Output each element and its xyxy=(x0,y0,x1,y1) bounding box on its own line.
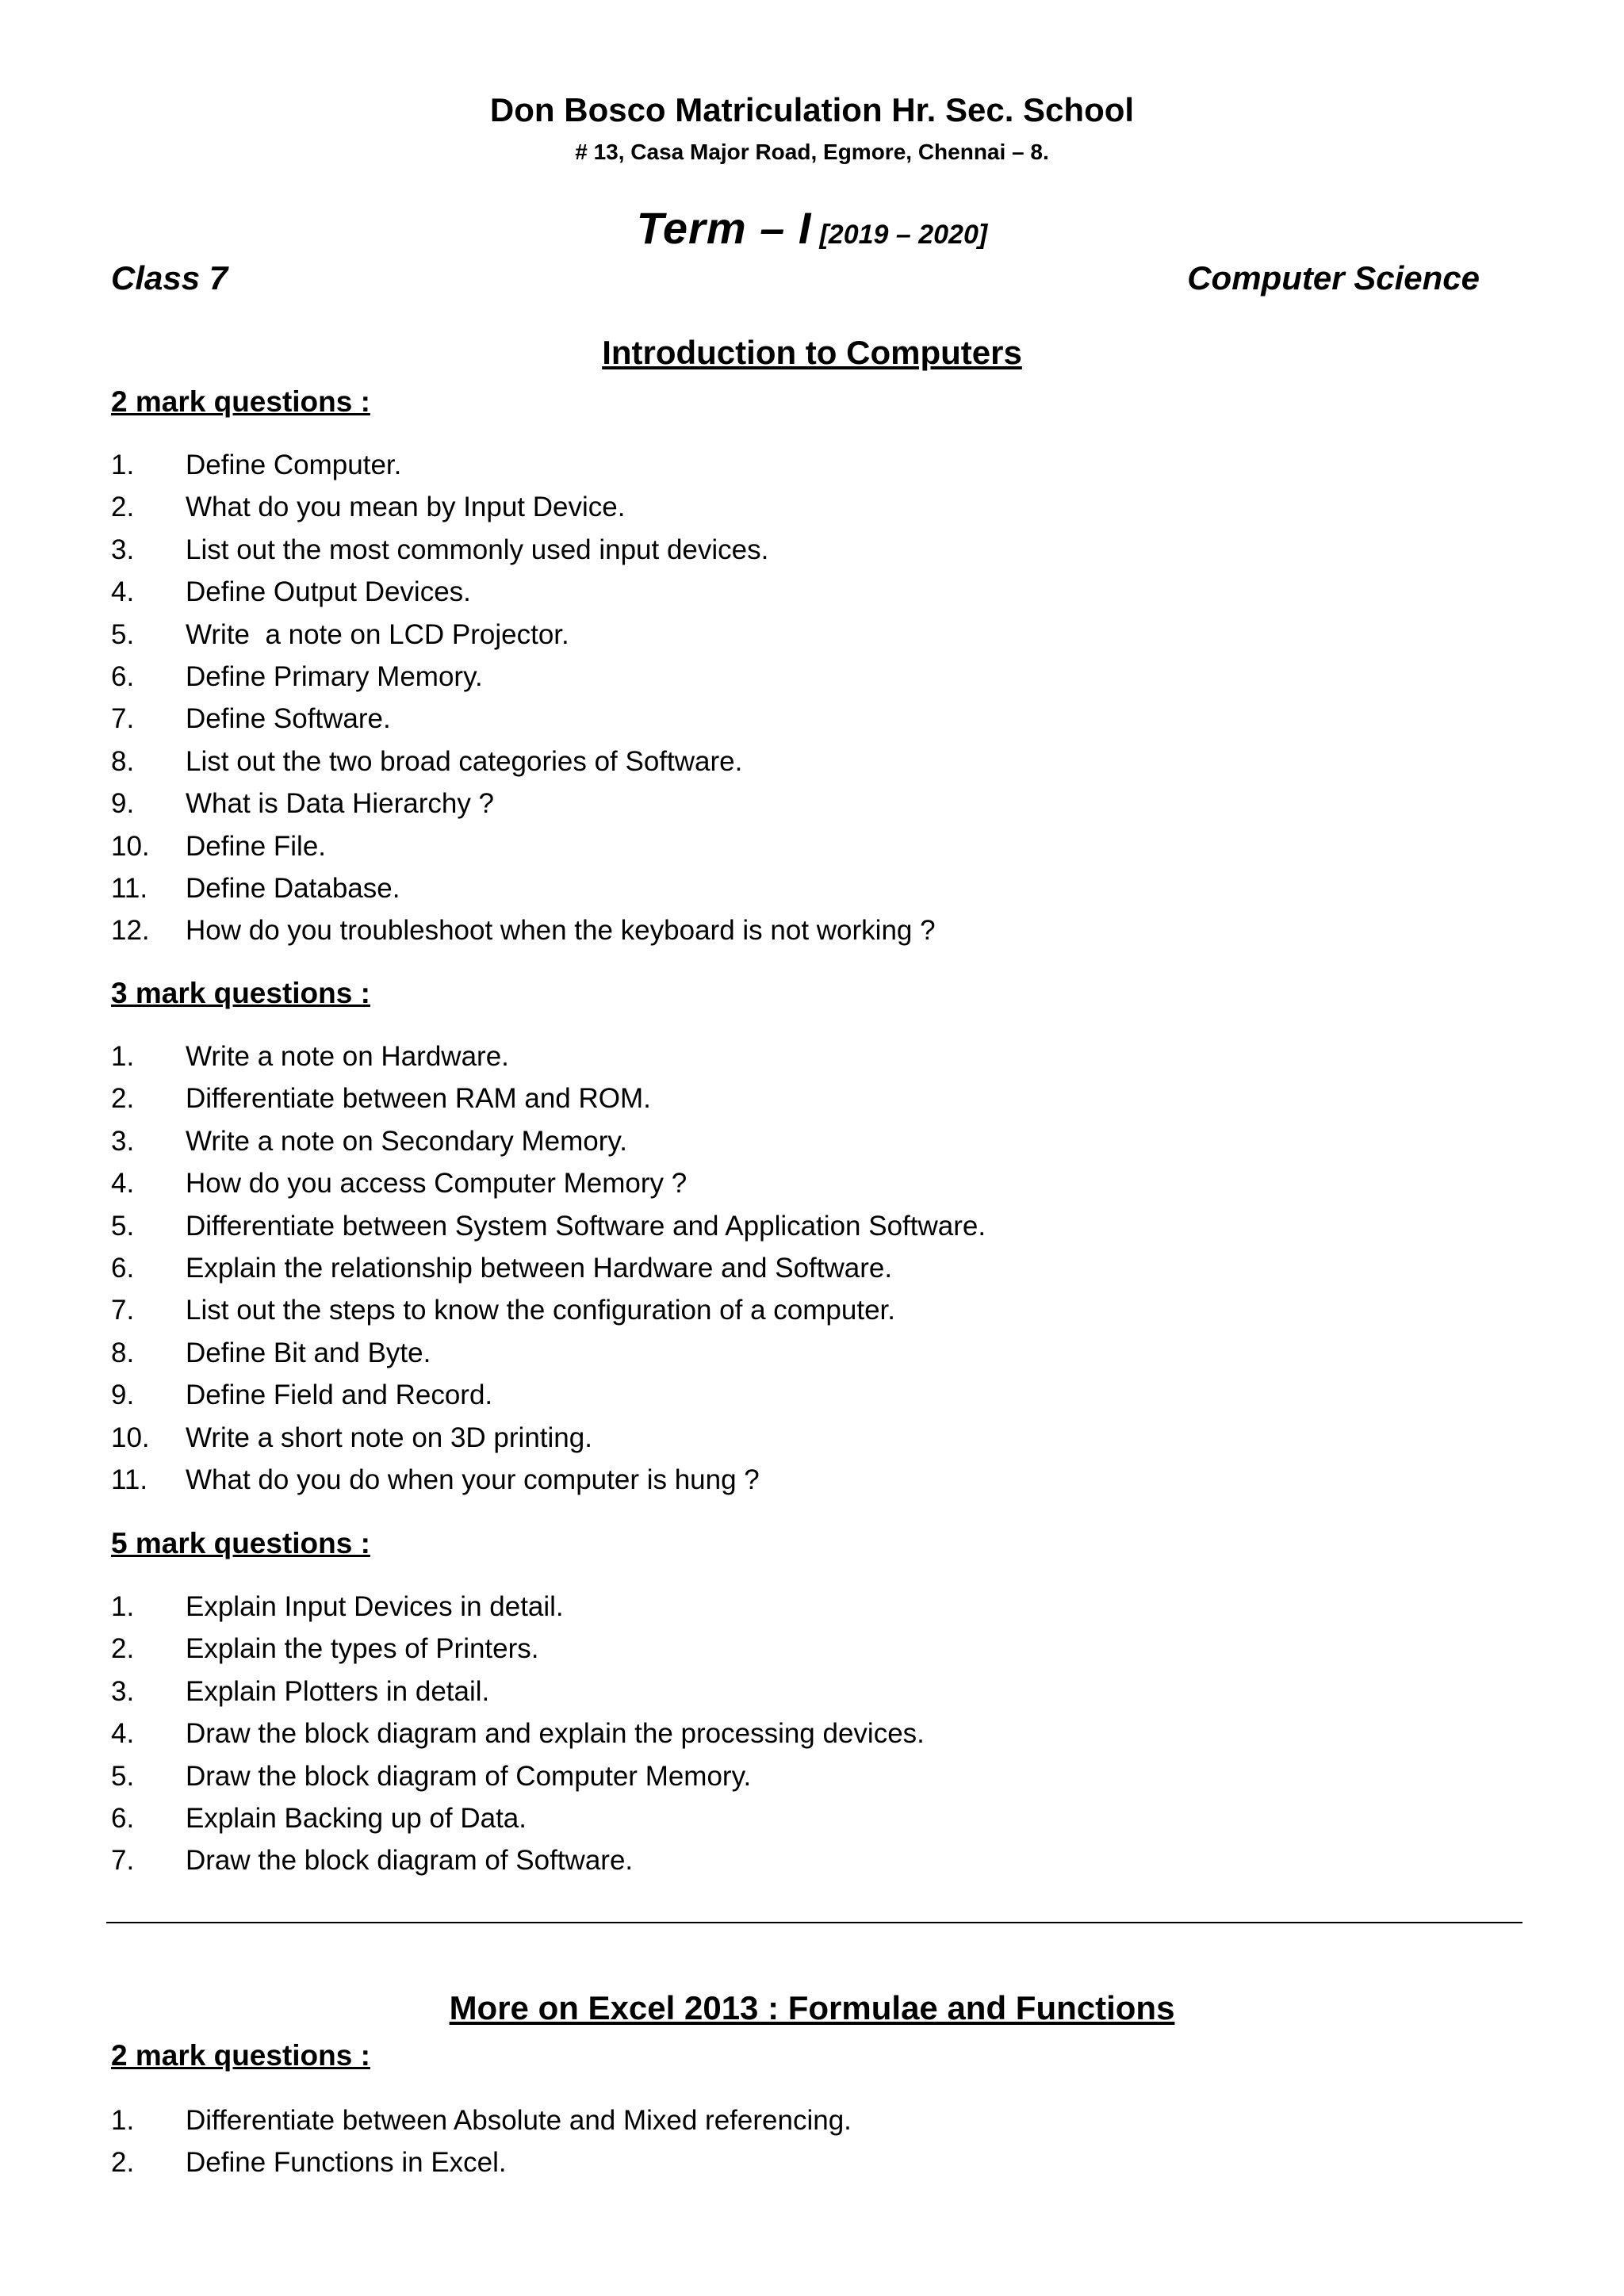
question-item xyxy=(111,1077,1507,1119)
question-text: Write a note on LCD Projector. xyxy=(186,618,569,650)
question-item xyxy=(111,698,1507,740)
question-text: What do you do when your computer is hung ? xyxy=(186,1464,760,1495)
question-number: 9. xyxy=(111,788,135,820)
question-number: 7. xyxy=(111,703,135,735)
question-item xyxy=(111,1459,1507,1501)
question-text: Define Computer. xyxy=(186,450,402,480)
question-number: 2. xyxy=(111,1633,135,1665)
question-item xyxy=(111,1797,1507,1839)
question-number: 6. xyxy=(111,1802,135,1834)
question-text: How do you access Computer Memory ? xyxy=(186,1168,688,1200)
question-number: 10. xyxy=(111,1422,150,1453)
question-text: What do you mean by Input Device. xyxy=(186,492,626,523)
academic-year: [2019 – 2020] xyxy=(819,220,988,250)
question-text: Write a note on Secondary Memory. xyxy=(186,1125,628,1157)
question-item xyxy=(111,571,1507,613)
question-item xyxy=(111,1289,1507,1331)
question-number: 2. xyxy=(111,492,135,523)
question-number: 1. xyxy=(111,450,135,480)
question-item xyxy=(111,2099,1507,2141)
question-text: Define Output Devices. xyxy=(186,576,471,608)
section-heading-2-mark: 2 mark questions : xyxy=(111,385,370,418)
question-number: 6. xyxy=(111,660,135,692)
question-text: Draw the block diagram of Computer Memory. xyxy=(186,1760,752,1792)
question-list-3-mark xyxy=(111,1035,1507,1501)
question-item xyxy=(111,867,1507,909)
chapter-title: Introduction to Computers xyxy=(602,334,1022,371)
question-number: 3. xyxy=(111,1675,135,1707)
question-number: 4. xyxy=(111,1168,135,1200)
question-item xyxy=(111,1035,1507,1077)
question-item xyxy=(111,1839,1507,1881)
question-text: Define Primary Memory. xyxy=(186,660,483,692)
question-text: List out the most commonly used input devices. xyxy=(186,534,769,565)
question-text: Define Field and Record. xyxy=(186,1380,493,1411)
question-number: 11. xyxy=(111,1464,148,1495)
question-item xyxy=(111,783,1507,825)
question-text: List out the steps to know the configuration of a computer. xyxy=(186,1295,895,1326)
question-number: 6. xyxy=(111,1252,135,1284)
question-text: Differentiate between Absolute and Mixed referencing. xyxy=(186,2105,852,2136)
question-text: Differentiate between RAM and ROM. xyxy=(186,1083,651,1115)
question-text: Define Bit and Byte. xyxy=(186,1337,431,1368)
question-item xyxy=(111,1755,1507,1797)
question-number: 1. xyxy=(111,1041,135,1072)
question-text: Write a short note on 3D printing. xyxy=(186,1422,592,1453)
subject-label: Computer Science xyxy=(1187,259,1480,297)
question-text: Define Functions in Excel. xyxy=(186,2147,507,2179)
school-name: Don Bosco Matriculation Hr. Sec. School xyxy=(489,91,1135,128)
question-item xyxy=(111,486,1507,528)
section-heading-2-mark: 2 mark questions : xyxy=(111,2039,370,2072)
question-text: Draw the block diagram of Software. xyxy=(186,1845,634,1877)
question-text: Explain the relationship between Hardware and Software. xyxy=(186,1252,893,1284)
question-item xyxy=(111,740,1507,783)
question-text: Explain Input Devices in detail. xyxy=(186,1591,564,1622)
question-number: 3. xyxy=(111,1125,135,1157)
term-label: Term – I xyxy=(636,203,812,253)
question-text: Explain the types of Printers. xyxy=(186,1633,539,1665)
question-number: 9. xyxy=(111,1380,135,1411)
question-item xyxy=(111,1374,1507,1416)
question-number: 10. xyxy=(111,830,150,862)
question-number: 7. xyxy=(111,1845,135,1877)
question-item xyxy=(111,1670,1507,1712)
question-item xyxy=(111,1120,1507,1162)
question-number: 1. xyxy=(111,2105,135,2136)
question-text: What is Data Hierarchy ? xyxy=(186,788,495,820)
question-item xyxy=(111,1247,1507,1289)
school-address: # 13, Casa Major Road, Egmore, Chennai – 8. xyxy=(575,140,1049,164)
question-text: Draw the block diagram and explain the processing devices. xyxy=(186,1718,925,1750)
question-item xyxy=(111,909,1507,951)
question-item xyxy=(111,1205,1507,1247)
question-item xyxy=(111,825,1507,867)
question-text: Write a note on Hardware. xyxy=(186,1041,509,1072)
question-text: Define File. xyxy=(186,830,327,862)
chapter-title: More on Excel 2013 : Formulae and Functions xyxy=(449,1989,1175,2026)
question-number: 8. xyxy=(111,1337,135,1368)
class-label: Class 7 xyxy=(111,259,228,297)
question-list-5-mark xyxy=(111,1586,1507,1882)
question-item xyxy=(111,1417,1507,1459)
question-item xyxy=(111,656,1507,698)
question-number: 5. xyxy=(111,618,135,650)
question-number: 1. xyxy=(111,1591,135,1622)
question-number: 2. xyxy=(111,1083,135,1115)
question-text: Define Software. xyxy=(186,703,391,735)
question-item xyxy=(111,1628,1507,1670)
question-number: 3. xyxy=(111,534,135,565)
question-text: List out the two broad categories of Software. xyxy=(186,745,743,777)
question-item xyxy=(111,1332,1507,1374)
question-item xyxy=(111,444,1507,486)
section-heading-5-mark: 5 mark questions : xyxy=(111,1527,370,1559)
question-item xyxy=(111,1586,1507,1628)
section-heading-3-mark: 3 mark questions : xyxy=(111,977,370,1009)
question-number: 4. xyxy=(111,1718,135,1750)
question-number: 12. xyxy=(111,915,150,947)
question-text: Differentiate between System Software and Application Software. xyxy=(186,1210,986,1242)
question-number: 5. xyxy=(111,1210,135,1242)
question-number: 2. xyxy=(111,2147,135,2179)
question-item xyxy=(111,614,1507,656)
question-list-2-mark xyxy=(111,2099,1507,2184)
question-list-2-mark xyxy=(111,444,1507,952)
question-item xyxy=(111,529,1507,571)
question-text: Explain Plotters in detail. xyxy=(186,1675,490,1707)
section-divider xyxy=(106,1922,1522,1923)
question-item xyxy=(111,1712,1507,1755)
question-text: Explain Backing up of Data. xyxy=(186,1802,527,1834)
question-number: 4. xyxy=(111,576,135,608)
question-number: 5. xyxy=(111,1760,135,1792)
question-text: Define Database. xyxy=(186,872,400,904)
question-number: 8. xyxy=(111,745,135,777)
question-item xyxy=(111,1162,1507,1204)
question-item xyxy=(111,2141,1507,2183)
question-number: 11. xyxy=(111,872,148,904)
question-text: How do you troubleshoot when the keyboard is not working ? xyxy=(186,915,936,947)
question-number: 7. xyxy=(111,1295,135,1326)
